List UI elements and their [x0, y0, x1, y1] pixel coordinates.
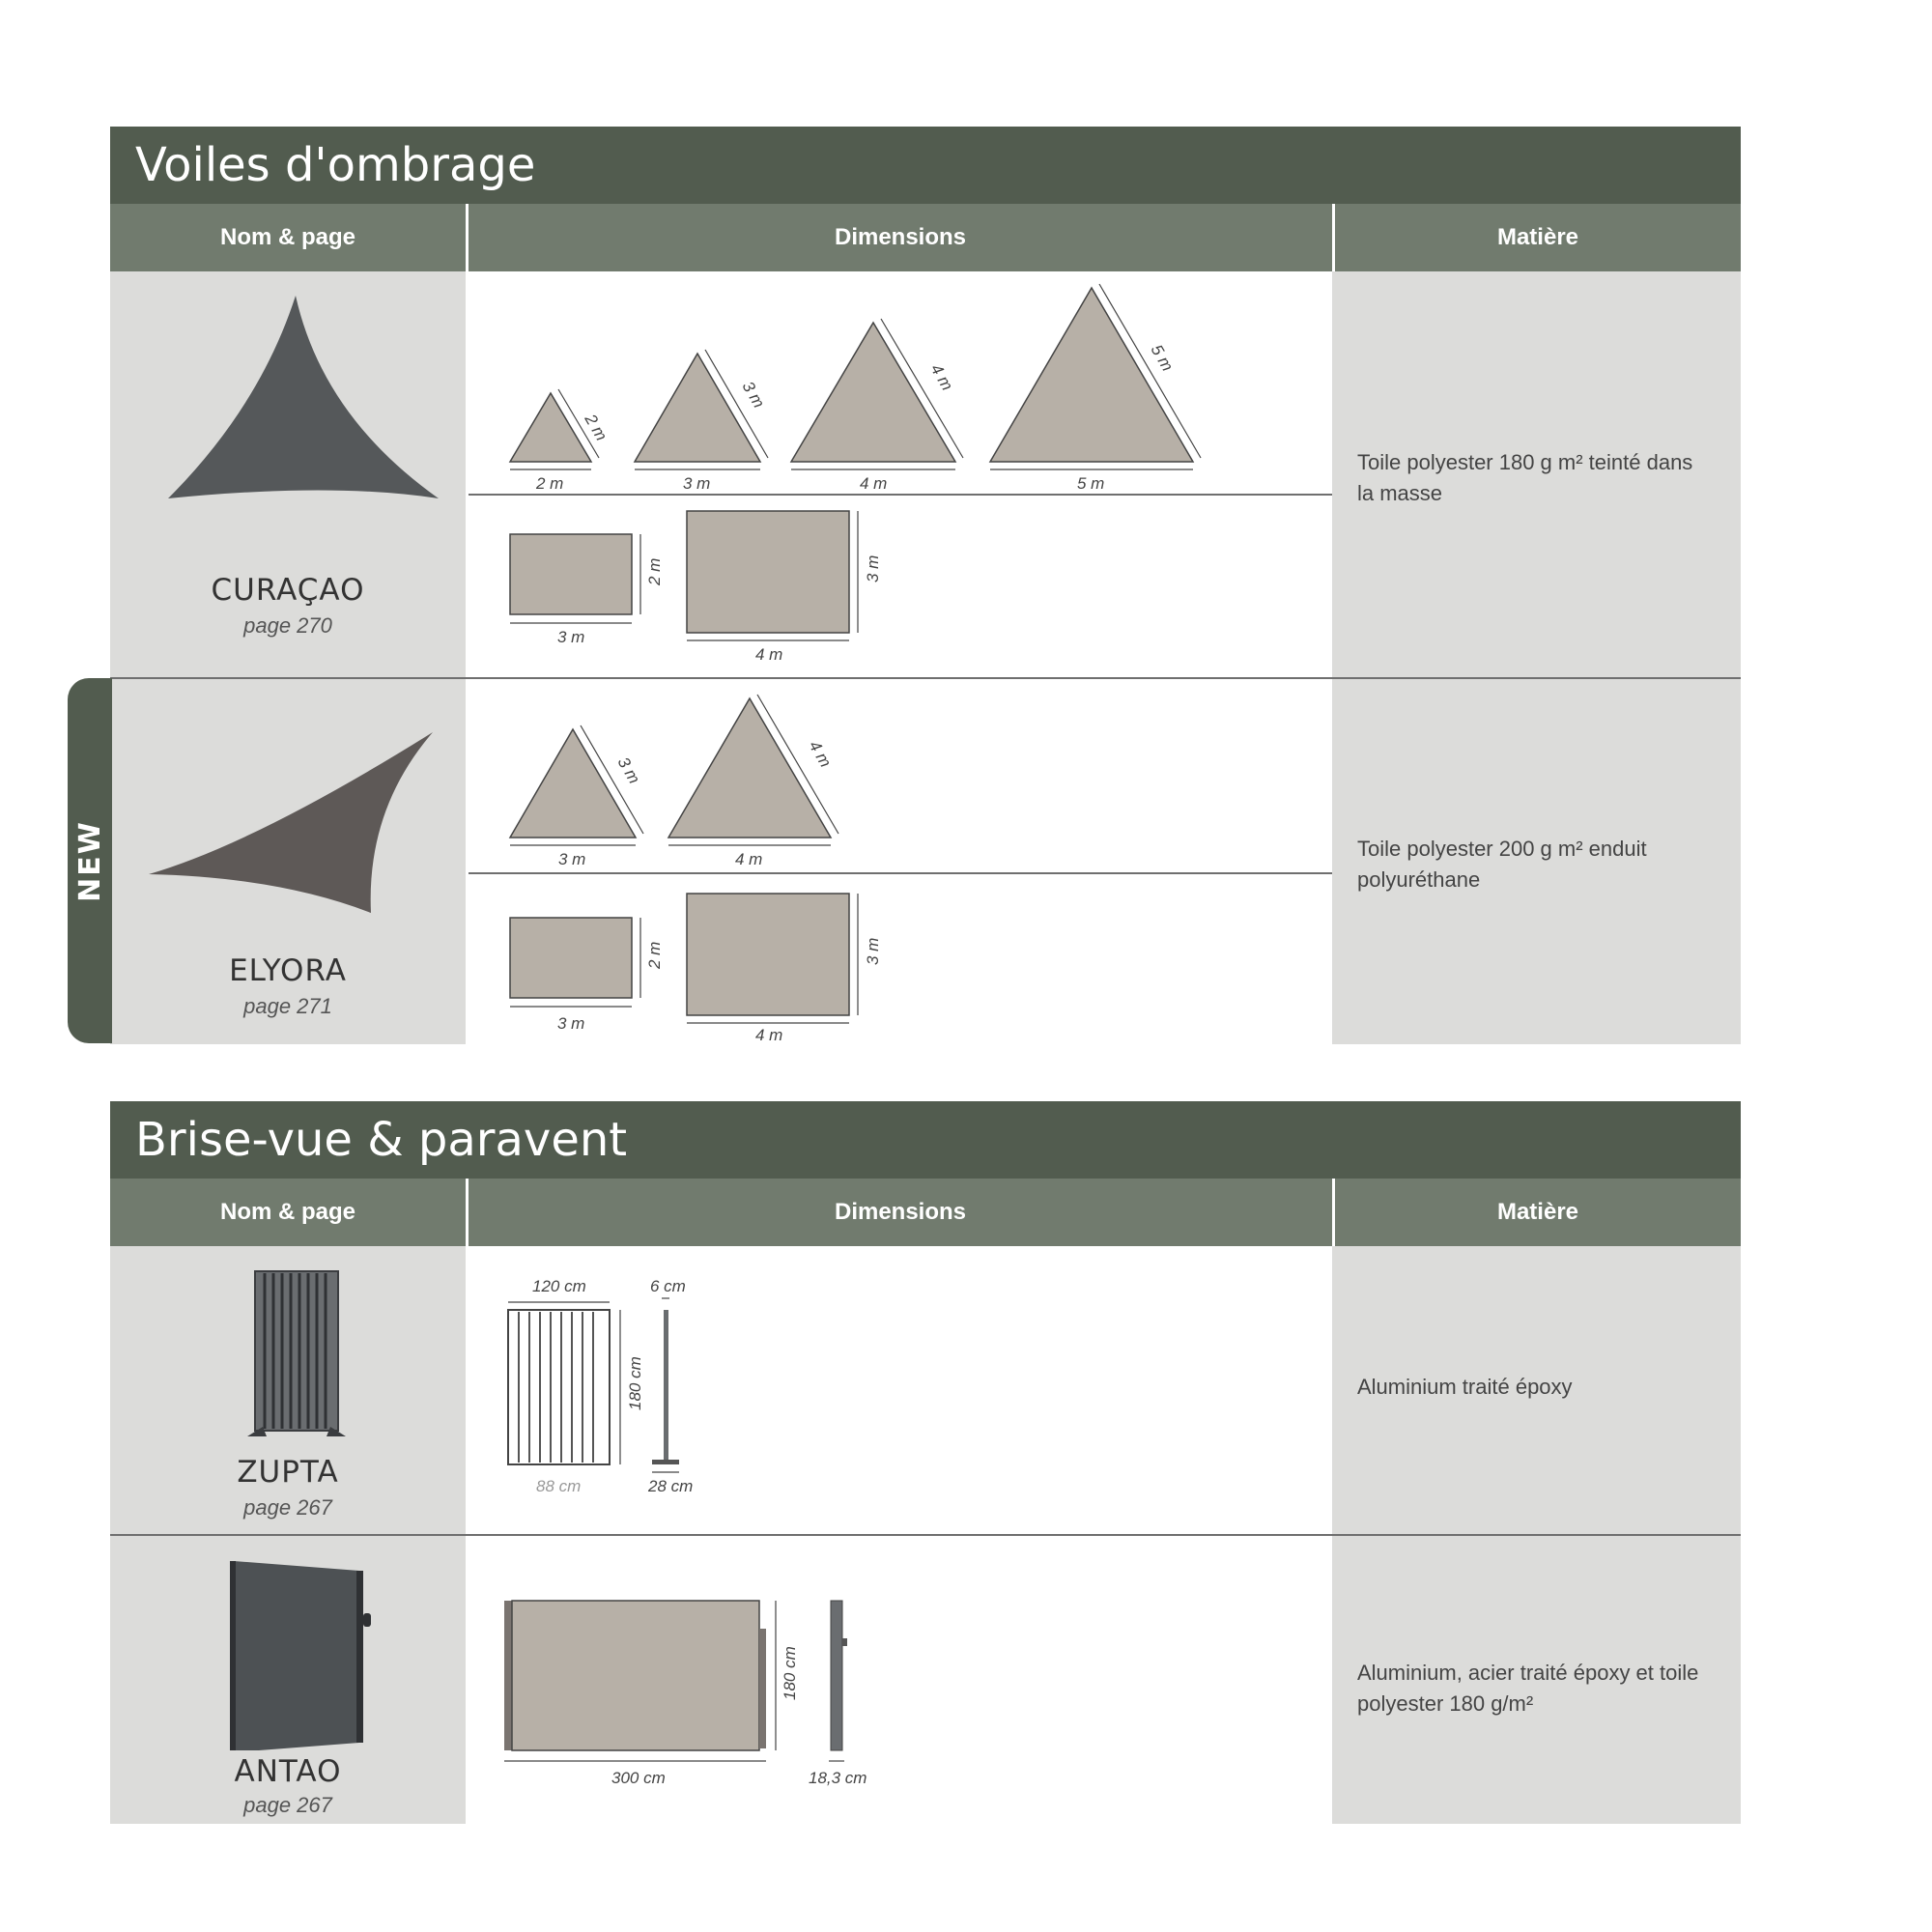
tri-side-label: 5 m	[1147, 341, 1178, 375]
depth-base-label: 28 cm	[648, 1477, 694, 1495]
top-width-label: 120 cm	[532, 1277, 586, 1295]
triangle-sail-image	[110, 727, 466, 950]
screen-dimensions-diagram	[469, 1246, 1332, 1534]
material-cell	[1332, 679, 1741, 1044]
header-name-page: Nom & page	[110, 204, 466, 271]
section-voiles-ombrage	[110, 127, 1741, 1044]
section-title: Brise-vue & paravent	[110, 1101, 1741, 1179]
tri-side-label: 4 m	[926, 360, 957, 394]
new-badge-label: NEW	[72, 819, 107, 902]
dimensions-cell	[469, 271, 1332, 677]
screen-dimensions-diagram	[469, 1536, 1332, 1824]
product-row-elyora	[110, 679, 1741, 1044]
height-label: 180 cm	[626, 1356, 644, 1410]
rect-height-label: 3 m	[864, 554, 882, 582]
rect-height-label: 3 m	[864, 937, 882, 965]
material-cell	[1332, 271, 1741, 677]
tri-side-label: 4 m	[805, 737, 836, 771]
rectangle-dimensions-diagram	[469, 496, 1332, 679]
material-text: Toile polyester 200 g m² enduit polyuréthane	[1357, 837, 1647, 892]
rect-width-label: 3 m	[557, 1014, 585, 1033]
product-name: CURAÇAO	[211, 573, 365, 608]
rectangle-dimensions-diagram	[469, 874, 1332, 1044]
new-badge	[68, 678, 112, 1043]
product-row-zupta	[110, 1246, 1741, 1534]
material-text: Aluminium, acier traité époxy et toile polyester 180 g/m²	[1357, 1661, 1699, 1716]
rect-width-label: 4 m	[755, 645, 783, 664]
rect-width-label: 4 m	[755, 1026, 783, 1044]
tri-side-label: 2 m	[581, 411, 611, 444]
tri-base-label: 4 m	[735, 850, 763, 868]
dimensions-divider	[469, 494, 1332, 496]
rect-width-label: 3 m	[557, 628, 585, 646]
header-material: Matière	[1335, 1179, 1741, 1246]
depth-label: 18,3 cm	[809, 1769, 867, 1787]
product-name: ANTAO	[234, 1754, 342, 1789]
tri-base-label: 3 m	[683, 474, 711, 493]
width-label: 300 cm	[611, 1769, 666, 1787]
name-cell	[110, 1246, 466, 1534]
height-label: 180 cm	[781, 1646, 799, 1700]
product-page: page 270	[243, 613, 332, 638]
retractable-screen-image	[110, 1557, 466, 1750]
product-page: page 271	[243, 994, 332, 1018]
material-cell	[1332, 1536, 1741, 1824]
product-name: ELYORA	[229, 953, 347, 988]
header-dimensions: Dimensions	[469, 204, 1332, 271]
product-page: page 267	[243, 1793, 332, 1817]
product-row-antao	[110, 1536, 1741, 1824]
triangle-dimensions-diagram	[469, 271, 1332, 494]
bottom-width-label: 88 cm	[536, 1477, 582, 1495]
section-brise-vue-paravent	[110, 1101, 1741, 1824]
dimensions-cell	[469, 1536, 1332, 1824]
dimensions-cell	[469, 1246, 1332, 1534]
triangle-dimensions-diagram	[469, 679, 1332, 874]
depth-top-label: 6 cm	[650, 1277, 686, 1295]
header-material: Matière	[1335, 204, 1741, 271]
dimensions-cell	[469, 679, 1332, 1044]
header-dimensions: Dimensions	[469, 1179, 1332, 1246]
product-row-curacao	[110, 271, 1741, 677]
tri-base-label: 3 m	[558, 850, 586, 868]
section-title: Voiles d'ombrage	[110, 127, 1741, 204]
name-cell	[110, 1536, 466, 1824]
material-text: Aluminium traité époxy	[1357, 1375, 1573, 1399]
tri-base-label: 2 m	[536, 474, 564, 493]
material-text: Toile polyester 180 g m² teinté dans la masse	[1357, 450, 1693, 505]
triangle-sail-image	[110, 291, 466, 561]
tri-base-label: 5 m	[1077, 474, 1105, 493]
tri-base-label: 4 m	[860, 474, 888, 493]
product-name: ZUPTA	[237, 1455, 339, 1490]
rect-height-label: 2 m	[645, 941, 664, 969]
name-cell	[110, 679, 466, 1044]
dimensions-divider	[469, 872, 1332, 874]
header-name-page: Nom & page	[110, 1179, 466, 1246]
material-cell	[1332, 1246, 1741, 1534]
name-cell	[110, 271, 466, 677]
tri-side-label: 3 m	[613, 753, 644, 787]
screen-panel-image	[110, 1267, 466, 1451]
tri-side-label: 3 m	[738, 378, 769, 412]
product-page: page 267	[243, 1495, 332, 1520]
rect-height-label: 2 m	[645, 557, 664, 585]
